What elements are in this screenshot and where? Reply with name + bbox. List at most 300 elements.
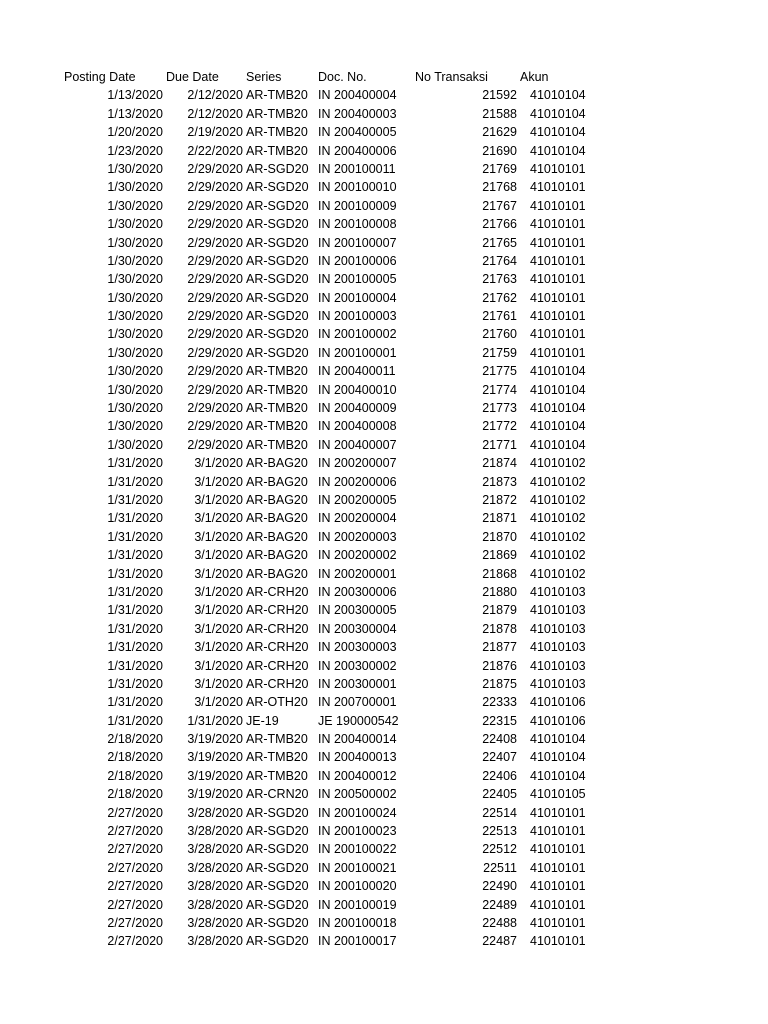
cell-akun: 41010103 (530, 640, 586, 655)
table-row (0, 565, 768, 583)
cell-posting-date: 1/31/2020 (107, 548, 163, 563)
cell-doc-no: IN 200100009 (318, 198, 397, 213)
cell-akun: 41010101 (530, 253, 586, 268)
cell-akun: 41010105 (530, 787, 586, 802)
cell-no-transaksi: 21880 (482, 584, 517, 599)
table-row (0, 123, 768, 141)
cell-posting-date: 1/31/2020 (107, 456, 163, 471)
table-row (0, 712, 768, 730)
table-header-row (0, 68, 768, 86)
cell-doc-no: IN 200100010 (318, 180, 397, 195)
cell-akun: 41010106 (530, 713, 586, 728)
cell-due-date: 2/29/2020 (187, 401, 243, 416)
cell-posting-date: 1/30/2020 (107, 401, 163, 416)
cell-posting-date: 2/18/2020 (107, 732, 163, 747)
cell-akun: 41010104 (530, 382, 586, 397)
cell-due-date: 2/29/2020 (187, 217, 243, 232)
cell-series: AR-SGD20 (246, 198, 309, 213)
cell-no-transaksi: 22405 (482, 787, 517, 802)
cell-akun: 41010102 (530, 529, 586, 544)
cell-doc-no: IN 200400009 (318, 401, 397, 416)
cell-no-transaksi: 21773 (482, 401, 517, 416)
table-row (0, 234, 768, 252)
cell-doc-no: IN 200100004 (318, 290, 397, 305)
cell-series: AR-SGD20 (246, 915, 309, 930)
cell-doc-no: IN 200400003 (318, 106, 397, 121)
cell-doc-no: IN 200100002 (318, 327, 397, 342)
table-row (0, 657, 768, 675)
cell-posting-date: 1/30/2020 (107, 180, 163, 195)
cell-due-date: 3/1/2020 (194, 603, 243, 618)
cell-due-date: 1/31/2020 (187, 713, 243, 728)
cell-no-transaksi: 21871 (482, 511, 517, 526)
cell-series: AR-BAG20 (246, 474, 308, 489)
cell-due-date: 2/12/2020 (187, 88, 243, 103)
cell-no-transaksi: 22408 (482, 732, 517, 747)
cell-posting-date: 1/13/2020 (107, 88, 163, 103)
cell-doc-no: IN 200100005 (318, 272, 397, 287)
cell-no-transaksi: 21873 (482, 474, 517, 489)
cell-series: AR-TMB20 (246, 750, 308, 765)
cell-no-transaksi: 21870 (482, 529, 517, 544)
cell-due-date: 3/19/2020 (187, 787, 243, 802)
cell-series: AR-SGD20 (246, 253, 309, 268)
header-doc-no: Doc. No. (318, 70, 367, 84)
table-row (0, 417, 768, 435)
cell-akun: 41010102 (530, 474, 586, 489)
header-akun: Akun (520, 70, 549, 84)
cell-posting-date: 1/30/2020 (107, 235, 163, 250)
cell-no-transaksi: 21690 (482, 143, 517, 158)
table-row (0, 197, 768, 215)
cell-posting-date: 1/31/2020 (107, 492, 163, 507)
cell-doc-no: IN 200400008 (318, 419, 397, 434)
cell-posting-date: 1/13/2020 (107, 106, 163, 121)
cell-series: AR-SGD20 (246, 290, 309, 305)
table-row (0, 528, 768, 546)
cell-doc-no: IN 200200004 (318, 511, 397, 526)
cell-series: AR-BAG20 (246, 529, 308, 544)
cell-akun: 41010104 (530, 732, 586, 747)
cell-posting-date: 1/30/2020 (107, 198, 163, 213)
cell-akun: 41010104 (530, 768, 586, 783)
transaction-table (0, 68, 768, 951)
cell-posting-date: 1/20/2020 (107, 125, 163, 140)
cell-doc-no: IN 200100019 (318, 897, 397, 912)
cell-doc-no: IN 200400010 (318, 382, 397, 397)
cell-posting-date: 2/27/2020 (107, 934, 163, 949)
cell-posting-date: 1/31/2020 (107, 566, 163, 581)
cell-akun: 41010104 (530, 419, 586, 434)
cell-doc-no: IN 200200005 (318, 492, 397, 507)
table-row (0, 436, 768, 454)
cell-posting-date: 2/27/2020 (107, 860, 163, 875)
cell-due-date: 3/1/2020 (194, 640, 243, 655)
table-row (0, 583, 768, 601)
cell-no-transaksi: 21760 (482, 327, 517, 342)
cell-due-date: 3/1/2020 (194, 566, 243, 581)
cell-due-date: 3/1/2020 (194, 511, 243, 526)
cell-series: AR-CRH20 (246, 640, 309, 655)
cell-due-date: 2/12/2020 (187, 106, 243, 121)
cell-no-transaksi: 21771 (482, 437, 517, 452)
cell-posting-date: 1/31/2020 (107, 621, 163, 636)
cell-due-date: 2/22/2020 (187, 143, 243, 158)
cell-due-date: 3/19/2020 (187, 750, 243, 765)
cell-series: AR-TMB20 (246, 364, 308, 379)
cell-series: AR-CRH20 (246, 584, 309, 599)
cell-series: AR-CRH20 (246, 676, 309, 691)
cell-akun: 41010101 (530, 842, 586, 857)
cell-doc-no: IN 200300003 (318, 640, 397, 655)
cell-posting-date: 1/30/2020 (107, 309, 163, 324)
cell-doc-no: IN 200100008 (318, 217, 397, 232)
cell-no-transaksi: 21766 (482, 217, 517, 232)
table-row (0, 215, 768, 233)
cell-doc-no: IN 200100003 (318, 309, 397, 324)
cell-due-date: 3/28/2020 (187, 897, 243, 912)
cell-due-date: 3/28/2020 (187, 915, 243, 930)
cell-no-transaksi: 21764 (482, 253, 517, 268)
cell-no-transaksi: 21774 (482, 382, 517, 397)
cell-series: AR-SGD20 (246, 897, 309, 912)
table-row (0, 160, 768, 178)
cell-posting-date: 1/30/2020 (107, 327, 163, 342)
cell-series: AR-CRN20 (246, 787, 309, 802)
cell-series: AR-SGD20 (246, 345, 309, 360)
cell-no-transaksi: 21761 (482, 309, 517, 324)
header-no-transaksi: No Transaksi (415, 70, 488, 84)
cell-doc-no: IN 200100018 (318, 915, 397, 930)
table-row (0, 399, 768, 417)
header-due-date: Due Date (166, 70, 219, 84)
cell-no-transaksi: 22488 (482, 915, 517, 930)
cell-doc-no: IN 200400005 (318, 125, 397, 140)
table-row (0, 638, 768, 656)
cell-series: AR-SGD20 (246, 272, 309, 287)
cell-doc-no: IN 200200007 (318, 456, 397, 471)
cell-posting-date: 1/30/2020 (107, 364, 163, 379)
cell-no-transaksi: 21875 (482, 676, 517, 691)
cell-no-transaksi: 21874 (482, 456, 517, 471)
cell-series: AR-SGD20 (246, 934, 309, 949)
cell-no-transaksi: 22487 (482, 934, 517, 949)
cell-no-transaksi: 22315 (482, 713, 517, 728)
cell-series: AR-SGD20 (246, 327, 309, 342)
cell-akun: 41010101 (530, 235, 586, 250)
cell-akun: 41010104 (530, 106, 586, 121)
cell-akun: 41010101 (530, 198, 586, 213)
table-row (0, 767, 768, 785)
cell-doc-no: IN 200400007 (318, 437, 397, 452)
cell-posting-date: 1/31/2020 (107, 658, 163, 673)
table-row (0, 178, 768, 196)
cell-posting-date: 1/31/2020 (107, 695, 163, 710)
cell-akun: 41010101 (530, 915, 586, 930)
cell-akun: 41010106 (530, 695, 586, 710)
cell-no-transaksi: 21762 (482, 290, 517, 305)
cell-series: AR-SGD20 (246, 824, 309, 839)
cell-due-date: 2/29/2020 (187, 309, 243, 324)
cell-posting-date: 1/23/2020 (107, 143, 163, 158)
cell-doc-no: IN 200300005 (318, 603, 397, 618)
cell-due-date: 2/29/2020 (187, 290, 243, 305)
cell-posting-date: 1/30/2020 (107, 437, 163, 452)
cell-series: AR-CRH20 (246, 603, 309, 618)
cell-due-date: 2/29/2020 (187, 437, 243, 452)
cell-akun: 41010104 (530, 437, 586, 452)
cell-akun: 41010101 (530, 934, 586, 949)
cell-due-date: 2/29/2020 (187, 364, 243, 379)
cell-doc-no: IN 200300002 (318, 658, 397, 673)
header-series: Series (246, 70, 282, 84)
cell-posting-date: 1/31/2020 (107, 474, 163, 489)
cell-akun: 41010104 (530, 750, 586, 765)
cell-series: AR-SGD20 (246, 217, 309, 232)
cell-no-transaksi: 21775 (482, 364, 517, 379)
cell-doc-no: IN 200100023 (318, 824, 397, 839)
cell-due-date: 3/1/2020 (194, 695, 243, 710)
cell-doc-no: IN 200300004 (318, 621, 397, 636)
cell-doc-no: IN 200400013 (318, 750, 397, 765)
header-posting-date: Posting Date (64, 70, 136, 84)
cell-series: AR-TMB20 (246, 768, 308, 783)
cell-akun: 41010102 (530, 548, 586, 563)
table-row (0, 822, 768, 840)
cell-due-date: 2/29/2020 (187, 161, 243, 176)
cell-akun: 41010101 (530, 217, 586, 232)
cell-no-transaksi: 21869 (482, 548, 517, 563)
table-row (0, 362, 768, 380)
table-row (0, 877, 768, 895)
cell-posting-date: 2/27/2020 (107, 805, 163, 820)
cell-no-transaksi: 21592 (482, 88, 517, 103)
table-row (0, 840, 768, 858)
cell-due-date: 2/29/2020 (187, 253, 243, 268)
cell-posting-date: 1/31/2020 (107, 529, 163, 544)
cell-series: AR-CRH20 (246, 658, 309, 673)
cell-doc-no: IN 200100001 (318, 345, 397, 360)
cell-due-date: 3/28/2020 (187, 805, 243, 820)
cell-due-date: 3/28/2020 (187, 879, 243, 894)
table-row (0, 289, 768, 307)
cell-series: AR-SGD20 (246, 235, 309, 250)
cell-no-transaksi: 21629 (482, 125, 517, 140)
cell-no-transaksi: 21772 (482, 419, 517, 434)
table-row (0, 859, 768, 877)
table-row (0, 804, 768, 822)
cell-akun: 41010102 (530, 511, 586, 526)
cell-posting-date: 1/31/2020 (107, 676, 163, 691)
cell-akun: 41010103 (530, 621, 586, 636)
cell-posting-date: 1/30/2020 (107, 161, 163, 176)
cell-series: AR-TMB20 (246, 106, 308, 121)
cell-akun: 41010101 (530, 180, 586, 195)
cell-posting-date: 1/31/2020 (107, 511, 163, 526)
table-row (0, 473, 768, 491)
cell-no-transaksi: 21868 (482, 566, 517, 581)
cell-doc-no: IN 200200003 (318, 529, 397, 544)
table-row (0, 270, 768, 288)
cell-series: AR-BAG20 (246, 511, 308, 526)
cell-doc-no: IN 200500002 (318, 787, 397, 802)
cell-no-transaksi: 22511 (483, 860, 517, 875)
cell-series: AR-TMB20 (246, 125, 308, 140)
cell-akun: 41010104 (530, 88, 586, 103)
table-row (0, 381, 768, 399)
table-row (0, 785, 768, 803)
cell-posting-date: 2/18/2020 (107, 787, 163, 802)
cell-no-transaksi: 21768 (482, 180, 517, 195)
cell-series: AR-SGD20 (246, 879, 309, 894)
cell-due-date: 3/1/2020 (194, 456, 243, 471)
table-row (0, 546, 768, 564)
cell-posting-date: 1/31/2020 (107, 584, 163, 599)
cell-due-date: 3/28/2020 (187, 860, 243, 875)
cell-no-transaksi: 21765 (482, 235, 517, 250)
cell-series: AR-TMB20 (246, 401, 308, 416)
table-row (0, 86, 768, 104)
cell-no-transaksi: 22333 (482, 695, 517, 710)
cell-no-transaksi: 22406 (482, 768, 517, 783)
cell-due-date: 3/28/2020 (187, 934, 243, 949)
cell-doc-no: IN 200200002 (318, 548, 397, 563)
cell-series: AR-BAG20 (246, 456, 308, 471)
cell-due-date: 3/19/2020 (187, 732, 243, 747)
table-row (0, 509, 768, 527)
cell-doc-no: IN 200300001 (318, 676, 397, 691)
cell-no-transaksi: 22407 (482, 750, 517, 765)
cell-due-date: 3/28/2020 (187, 842, 243, 857)
cell-due-date: 3/1/2020 (194, 621, 243, 636)
cell-series: AR-TMB20 (246, 437, 308, 452)
cell-series: AR-SGD20 (246, 805, 309, 820)
cell-due-date: 3/1/2020 (194, 492, 243, 507)
cell-doc-no: IN 200400014 (318, 732, 397, 747)
cell-doc-no: IN 200200001 (318, 566, 397, 581)
cell-no-transaksi: 22512 (482, 842, 517, 857)
cell-doc-no: IN 200100006 (318, 253, 397, 268)
cell-due-date: 2/29/2020 (187, 327, 243, 342)
cell-akun: 41010104 (530, 401, 586, 416)
cell-akun: 41010101 (530, 345, 586, 360)
cell-akun: 41010101 (530, 161, 586, 176)
cell-doc-no: IN 200400011 (318, 364, 396, 379)
cell-akun: 41010101 (530, 309, 586, 324)
table-row (0, 307, 768, 325)
cell-due-date: 2/29/2020 (187, 272, 243, 287)
table-row (0, 675, 768, 693)
cell-due-date: 3/1/2020 (194, 584, 243, 599)
table-row (0, 601, 768, 619)
table-row (0, 914, 768, 932)
cell-posting-date: 2/27/2020 (107, 897, 163, 912)
table-row (0, 693, 768, 711)
cell-due-date: 3/1/2020 (194, 658, 243, 673)
cell-doc-no: IN 200100022 (318, 842, 397, 857)
table-row (0, 491, 768, 509)
table-row (0, 454, 768, 472)
cell-posting-date: 1/31/2020 (107, 713, 163, 728)
cell-due-date: 2/29/2020 (187, 235, 243, 250)
cell-series: AR-TMB20 (246, 419, 308, 434)
cell-no-transaksi: 21872 (482, 492, 517, 507)
cell-akun: 41010101 (530, 897, 586, 912)
table-row (0, 105, 768, 123)
cell-akun: 41010102 (530, 456, 586, 471)
cell-posting-date: 1/31/2020 (107, 603, 163, 618)
cell-series: AR-BAG20 (246, 492, 308, 507)
cell-series: AR-OTH20 (246, 695, 308, 710)
table-row (0, 620, 768, 638)
cell-akun: 41010101 (530, 860, 586, 875)
cell-no-transaksi: 22489 (482, 897, 517, 912)
cell-posting-date: 1/30/2020 (107, 272, 163, 287)
table-row (0, 896, 768, 914)
cell-series: AR-BAG20 (246, 548, 308, 563)
cell-posting-date: 1/30/2020 (107, 419, 163, 434)
cell-posting-date: 1/30/2020 (107, 382, 163, 397)
cell-akun: 41010103 (530, 658, 586, 673)
cell-posting-date: 2/27/2020 (107, 879, 163, 894)
cell-akun: 41010102 (530, 566, 586, 581)
cell-doc-no: IN 200100011 (318, 161, 396, 176)
cell-posting-date: 1/30/2020 (107, 345, 163, 360)
cell-no-transaksi: 21759 (482, 345, 517, 360)
cell-akun: 41010102 (530, 492, 586, 507)
cell-no-transaksi: 22490 (482, 879, 517, 894)
cell-akun: 41010104 (530, 143, 586, 158)
table-body (0, 86, 768, 950)
cell-posting-date: 2/27/2020 (107, 824, 163, 839)
cell-doc-no: IN 200100017 (318, 934, 397, 949)
cell-due-date: 3/28/2020 (187, 824, 243, 839)
cell-series: JE-19 (246, 713, 279, 728)
cell-akun: 41010101 (530, 879, 586, 894)
cell-due-date: 2/19/2020 (187, 125, 243, 140)
cell-series: AR-BAG20 (246, 566, 308, 581)
cell-posting-date: 2/27/2020 (107, 842, 163, 857)
table-row (0, 748, 768, 766)
cell-akun: 41010101 (530, 805, 586, 820)
cell-akun: 41010104 (530, 125, 586, 140)
cell-no-transaksi: 21877 (482, 640, 517, 655)
cell-due-date: 3/1/2020 (194, 529, 243, 544)
cell-due-date: 3/1/2020 (194, 474, 243, 489)
cell-due-date: 2/29/2020 (187, 198, 243, 213)
cell-posting-date: 2/27/2020 (107, 915, 163, 930)
cell-posting-date: 2/18/2020 (107, 750, 163, 765)
cell-series: AR-TMB20 (246, 382, 308, 397)
cell-due-date: 2/29/2020 (187, 419, 243, 434)
cell-no-transaksi: 21879 (482, 603, 517, 618)
cell-akun: 41010101 (530, 290, 586, 305)
cell-akun: 41010103 (530, 584, 586, 599)
table-row (0, 344, 768, 362)
table-row (0, 142, 768, 160)
cell-doc-no: IN 200100021 (318, 860, 397, 875)
cell-series: AR-TMB20 (246, 143, 308, 158)
cell-posting-date: 1/30/2020 (107, 290, 163, 305)
cell-akun: 41010101 (530, 824, 586, 839)
cell-due-date: 2/29/2020 (187, 180, 243, 195)
cell-doc-no: IN 200300006 (318, 584, 397, 599)
cell-posting-date: 1/30/2020 (107, 253, 163, 268)
cell-doc-no: IN 200400006 (318, 143, 397, 158)
cell-doc-no: IN 200100007 (318, 235, 397, 250)
cell-series: AR-SGD20 (246, 860, 309, 875)
cell-no-transaksi: 21767 (482, 198, 517, 213)
